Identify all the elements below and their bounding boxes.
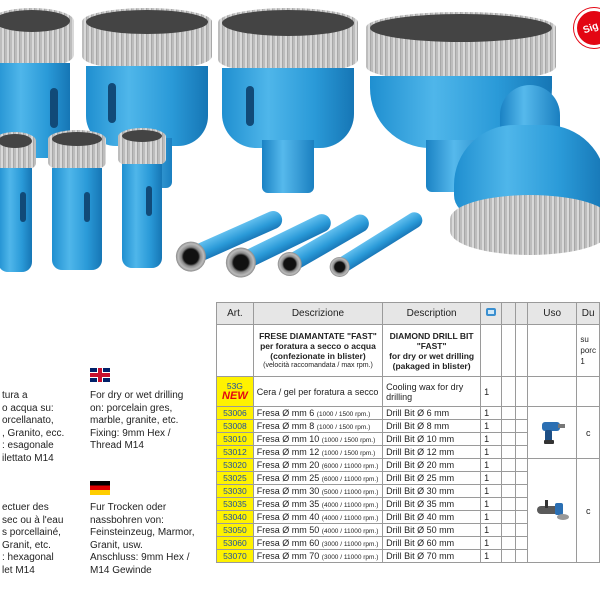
core-bit-35 [0, 132, 36, 272]
col-descrizione: Descrizione [253, 303, 382, 325]
new-badge: NEW [222, 390, 248, 402]
italian-desc: Cera / gel per foratura a secco [253, 377, 382, 407]
core-bit-12 [118, 128, 166, 268]
english-desc: Cooling wax for dry drilling [383, 377, 481, 407]
table-row: 53030 Fresa Ø mm 30 (5000 / 11000 rpm.) Drill Bit Ø 30 mm 1 [217, 485, 600, 498]
table-row: 53060 Fresa Ø mm 60 (3000 / 11000 rpm.) Drill Bit Ø 60 mm 1 [217, 537, 600, 550]
grinder-cell [528, 459, 577, 563]
table-row: 53035 Fresa Ø mm 35 (4000 / 11000 rpm.) Drill Bit Ø 35 mm 1 [217, 498, 600, 511]
table-row: 53040 Fresa Ø mm 40 (4000 / 11000 rpm.) Drill Bit Ø 40 mm 1 [217, 511, 600, 524]
blister-pack-icon [485, 306, 497, 318]
germany-flag-icon [90, 481, 110, 495]
table-row: 53050 Fresa Ø mm 50 (4000 / 11000 rpm.) Drill Bit Ø 50 mm 1 [217, 524, 600, 537]
drill-cell [528, 407, 577, 459]
uk-flag-icon [90, 368, 110, 382]
brand-stamp: Sig [574, 8, 600, 48]
english-description: For dry or wet drilling on: porcelain gres, marble, granite, etc. Fixing: 9mm Hex / Thread M14 [90, 390, 184, 451]
french-description: ectuer des sec ou à l'eau s porcellainé, Granit, etc. : hexagonal let M14 [2, 502, 64, 576]
english-subheader: DIAMOND DRILL BIT "FAST" for dry or wet drilling (pakaged in blister) [383, 325, 481, 377]
table-row: 53070 Fresa Ø mm 70 (3000 / 11000 rpm.) Drill Bit Ø 70 mm 1 [217, 550, 600, 563]
table-row: 53025 Fresa Ø mm 25 (6000 / 11000 rpm.) Drill Bit Ø 25 mm 1 [217, 472, 600, 485]
col-art: Art. [217, 303, 254, 325]
italian-description: tura a o acqua su: orcellanato, , Granito, ecc. : esagonale ilettato M14 [2, 390, 65, 464]
product-photo [0, 0, 600, 292]
table-header-row [217, 303, 600, 325]
table-row: 53008 Fresa Ø mm 8 (1000 / 1500 rpm.) Drill Bit Ø 8 mm 1 [217, 420, 600, 433]
core-bit-20 [48, 130, 106, 270]
table-row: 53006 Fresa Ø mm 6 (1000 / 1500 rpm.) Drill Bit Ø 6 mm 1 c [217, 407, 600, 420]
german-description: Fur Trocken oder nassbohren von: Feinsteinzeug, Marmor, Granit, usw. Anschluss: 9mm Hex / M14 Gewinde [90, 502, 195, 576]
angle-grinder-icon [535, 497, 569, 523]
col-description: Description [383, 303, 481, 325]
col-du: Du [577, 303, 600, 325]
product-table [216, 302, 600, 563]
table-row: 53020 Fresa Ø mm 20 (6000 / 11000 rpm.) Drill Bit Ø 20 mm 1 c [217, 459, 600, 472]
table-subheader-row [217, 325, 600, 377]
table-row: 53012 Fresa Ø mm 12 (1000 / 1500 rpm.) Drill Bit Ø 12 mm 1 [217, 446, 600, 459]
product-code: 53G NEW [217, 377, 254, 407]
col-uso: Uso [528, 303, 577, 325]
quantity: 1 [481, 377, 502, 407]
table-row: 53010 Fresa Ø mm 10 (1000 / 1500 rpm.) Drill Bit Ø 10 mm 1 [217, 433, 600, 446]
col-blister [481, 303, 502, 325]
col-empty-2 [515, 303, 527, 325]
table-row-new [217, 377, 600, 407]
du-drill-note: c [577, 407, 600, 459]
col-empty-1 [501, 303, 515, 325]
core-bit-extra-large [450, 85, 600, 255]
du-subheader: su porc 1 [577, 325, 600, 377]
du-grinder-note: c [577, 459, 600, 563]
core-bit-70 [218, 8, 358, 193]
italian-subheader: FRESE DIAMANTATE "FAST" per foratura a secco o acqua (confezionate in blister) (velocità raccomandata / max rpm.) [253, 325, 382, 377]
electric-drill-icon [538, 419, 566, 445]
